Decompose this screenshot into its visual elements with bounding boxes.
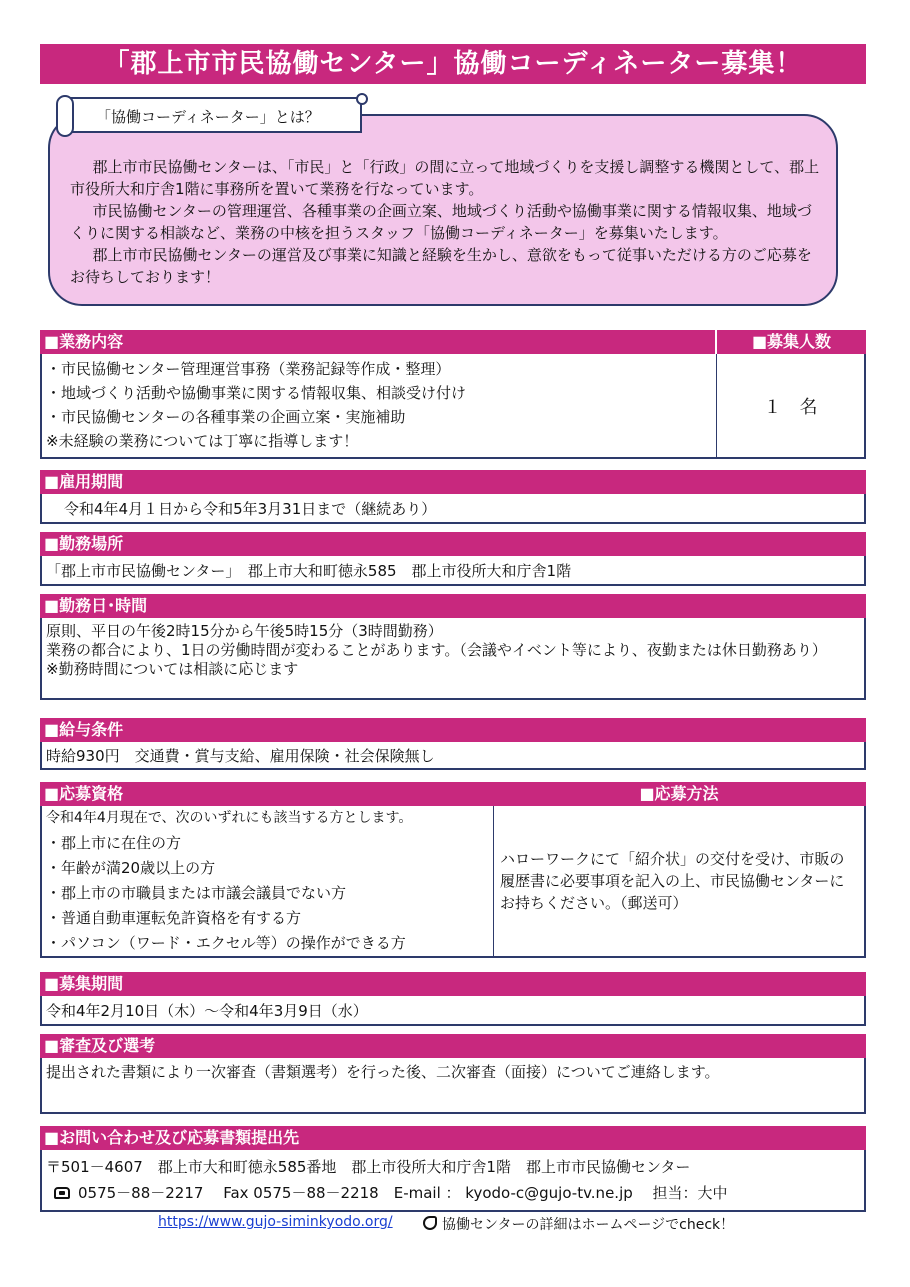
pointing-hand-icon [423, 1216, 437, 1230]
qualification-section [40, 782, 866, 958]
place-section [40, 532, 866, 586]
salary-heading: ■給与条件 [40, 718, 866, 742]
duties-heading: ■業務内容 [40, 330, 715, 354]
hours-line: ※勤務時間については相談に応じます [46, 660, 299, 678]
hours-heading: ■勤務日･時間 [40, 594, 866, 618]
duty-item: ・市民協働センター管理運営事務（業務記録等作成・整理） [46, 360, 451, 378]
period-value: 令和4年4月１日から令和5年3月31日まで（継続あり） [40, 494, 866, 524]
intro-paragraph: 市民協働センターの管理運営、各種事業の企画立案、地域づくり活動や協働事業に関する情報収集、地域づくりに関する相談など、業務の中核を担うスタッフ「協働コーディネーター」を募集いたします。 [70, 202, 812, 242]
hours-line: 原則、平日の午後2時15分から午後5時15分（3時間勤務） [46, 622, 443, 640]
screening-heading: ■審査及び選考 [40, 1034, 866, 1058]
qualification-item: ・郡上市に在住の方 [46, 834, 182, 852]
positions-value: １ 名 [763, 396, 818, 418]
telephone-icon [54, 1187, 70, 1199]
contact-phone: 0575－88－2217 Fax 0575－88－2218 E-mail ： kyodo-c@gujo-tv.ne.jp 担当：大中 [78, 1184, 728, 1202]
salary-section [40, 718, 866, 770]
footer [40, 1214, 866, 1236]
place-value: 「郡上市市民協働センター」 郡上市大和町徳永585 郡上市役所大和庁舎1階 [40, 556, 866, 586]
qualification-intro: 令和4年4月現在で、次のいずれにも該当する方とします。 [46, 810, 413, 826]
qualification-item: ・年齢が満20歳以上の方 [46, 859, 216, 877]
contact-section [40, 1126, 866, 1212]
salary-value: 時給930円 交通費・賞与支給、雇用保険・社会保険無し [40, 742, 866, 770]
contact-heading: ■お問い合わせ及び応募書類提出先 [40, 1126, 866, 1150]
page-title: 「郡上市市民協働センター」協働コーディネーター募集！ [40, 44, 866, 84]
intro-paragraph: 郡上市市民協働センターの運営及び事業に知識と経験を生かし、意欲をもって従事いただける方のご応募をお待ちしております！ [70, 246, 812, 286]
period-heading: ■雇用期間 [40, 470, 866, 494]
intro-tag-label: 「協働コーディネーター」とは？ [96, 108, 320, 126]
recruit-period-section [40, 972, 866, 1026]
intro-tag-scroll [66, 97, 362, 133]
qualification-heading: ■応募資格 [40, 782, 492, 806]
period-section [40, 470, 866, 524]
method-heading: ■応募方法 [492, 782, 866, 806]
recruit-period-heading: ■募集期間 [40, 972, 866, 996]
qualification-list [42, 806, 494, 956]
intro-text [70, 156, 822, 288]
contact-phone-row [46, 1180, 860, 1206]
qualification-item: ・普通自動車運転免許資格を有する方 [46, 909, 302, 927]
intro-paragraph: 郡上市市民協働センターは、「市民」と「行政」の間に立って地域づくりを支援し調整する機関として、郡上市役所大和庁舎1階に事務所を置いて業務を行なっています。 [70, 158, 820, 198]
duties-list [42, 354, 717, 457]
duties-header-bar [40, 330, 866, 354]
method-text: ハローワークにて「紹介状」の交付を受け、市販の履歴書に必要事項を記入の上、市民協働センターにお持ちください。（郵送可） [500, 850, 845, 912]
scroll-curl-decoration [56, 95, 74, 137]
homepage-link[interactable]: https://www.gujo-siminkyodo.org/ [158, 1214, 393, 1230]
qualification-header-bar [40, 782, 866, 806]
contact-box [40, 1150, 866, 1212]
screening-section [40, 1034, 866, 1114]
footer-note: 協働センターの詳細はホームページでcheck！ [442, 1217, 735, 1233]
hours-box [40, 618, 866, 700]
recruit-period-value: 令和4年2月10日（木）～令和4年3月9日（水） [40, 996, 866, 1026]
duty-note: ※未経験の業務については丁寧に指導します！ [46, 432, 359, 450]
place-heading: ■勤務場所 [40, 532, 866, 556]
duties-box [40, 354, 866, 459]
contact-address: 〒501－4607 郡上市大和町徳永585番地 郡上市役所大和庁舎1階 郡上市市民協働センター [46, 1158, 691, 1176]
duties-section [40, 330, 866, 459]
hours-section [40, 594, 866, 700]
duty-item: ・市民協働センターの各種事業の企画立案・実施補助 [46, 408, 406, 426]
duty-item: ・地域づくり活動や協働事業に関する情報収集、相談受け付け [46, 384, 467, 402]
qualification-item: ・郡上市の市職員または市議会議員でない方 [46, 884, 347, 902]
scroll-curl-decoration [356, 93, 368, 105]
screening-value: 提出された書類により一次審査（書類選考）を行った後、二次審査（面接）についてご連絡します。 [40, 1058, 866, 1114]
qualification-item: ・パソコン（ワード・エクセル等）の操作ができる方 [46, 934, 406, 952]
hours-line: 業務の都合により、1日の労働時間が変わることがあります。（会議やイベント等により、夜勤または休日勤務あり） [46, 641, 827, 659]
qualification-box [40, 806, 866, 958]
positions-heading: ■募集人数 [715, 330, 866, 354]
intro-box [48, 114, 838, 306]
